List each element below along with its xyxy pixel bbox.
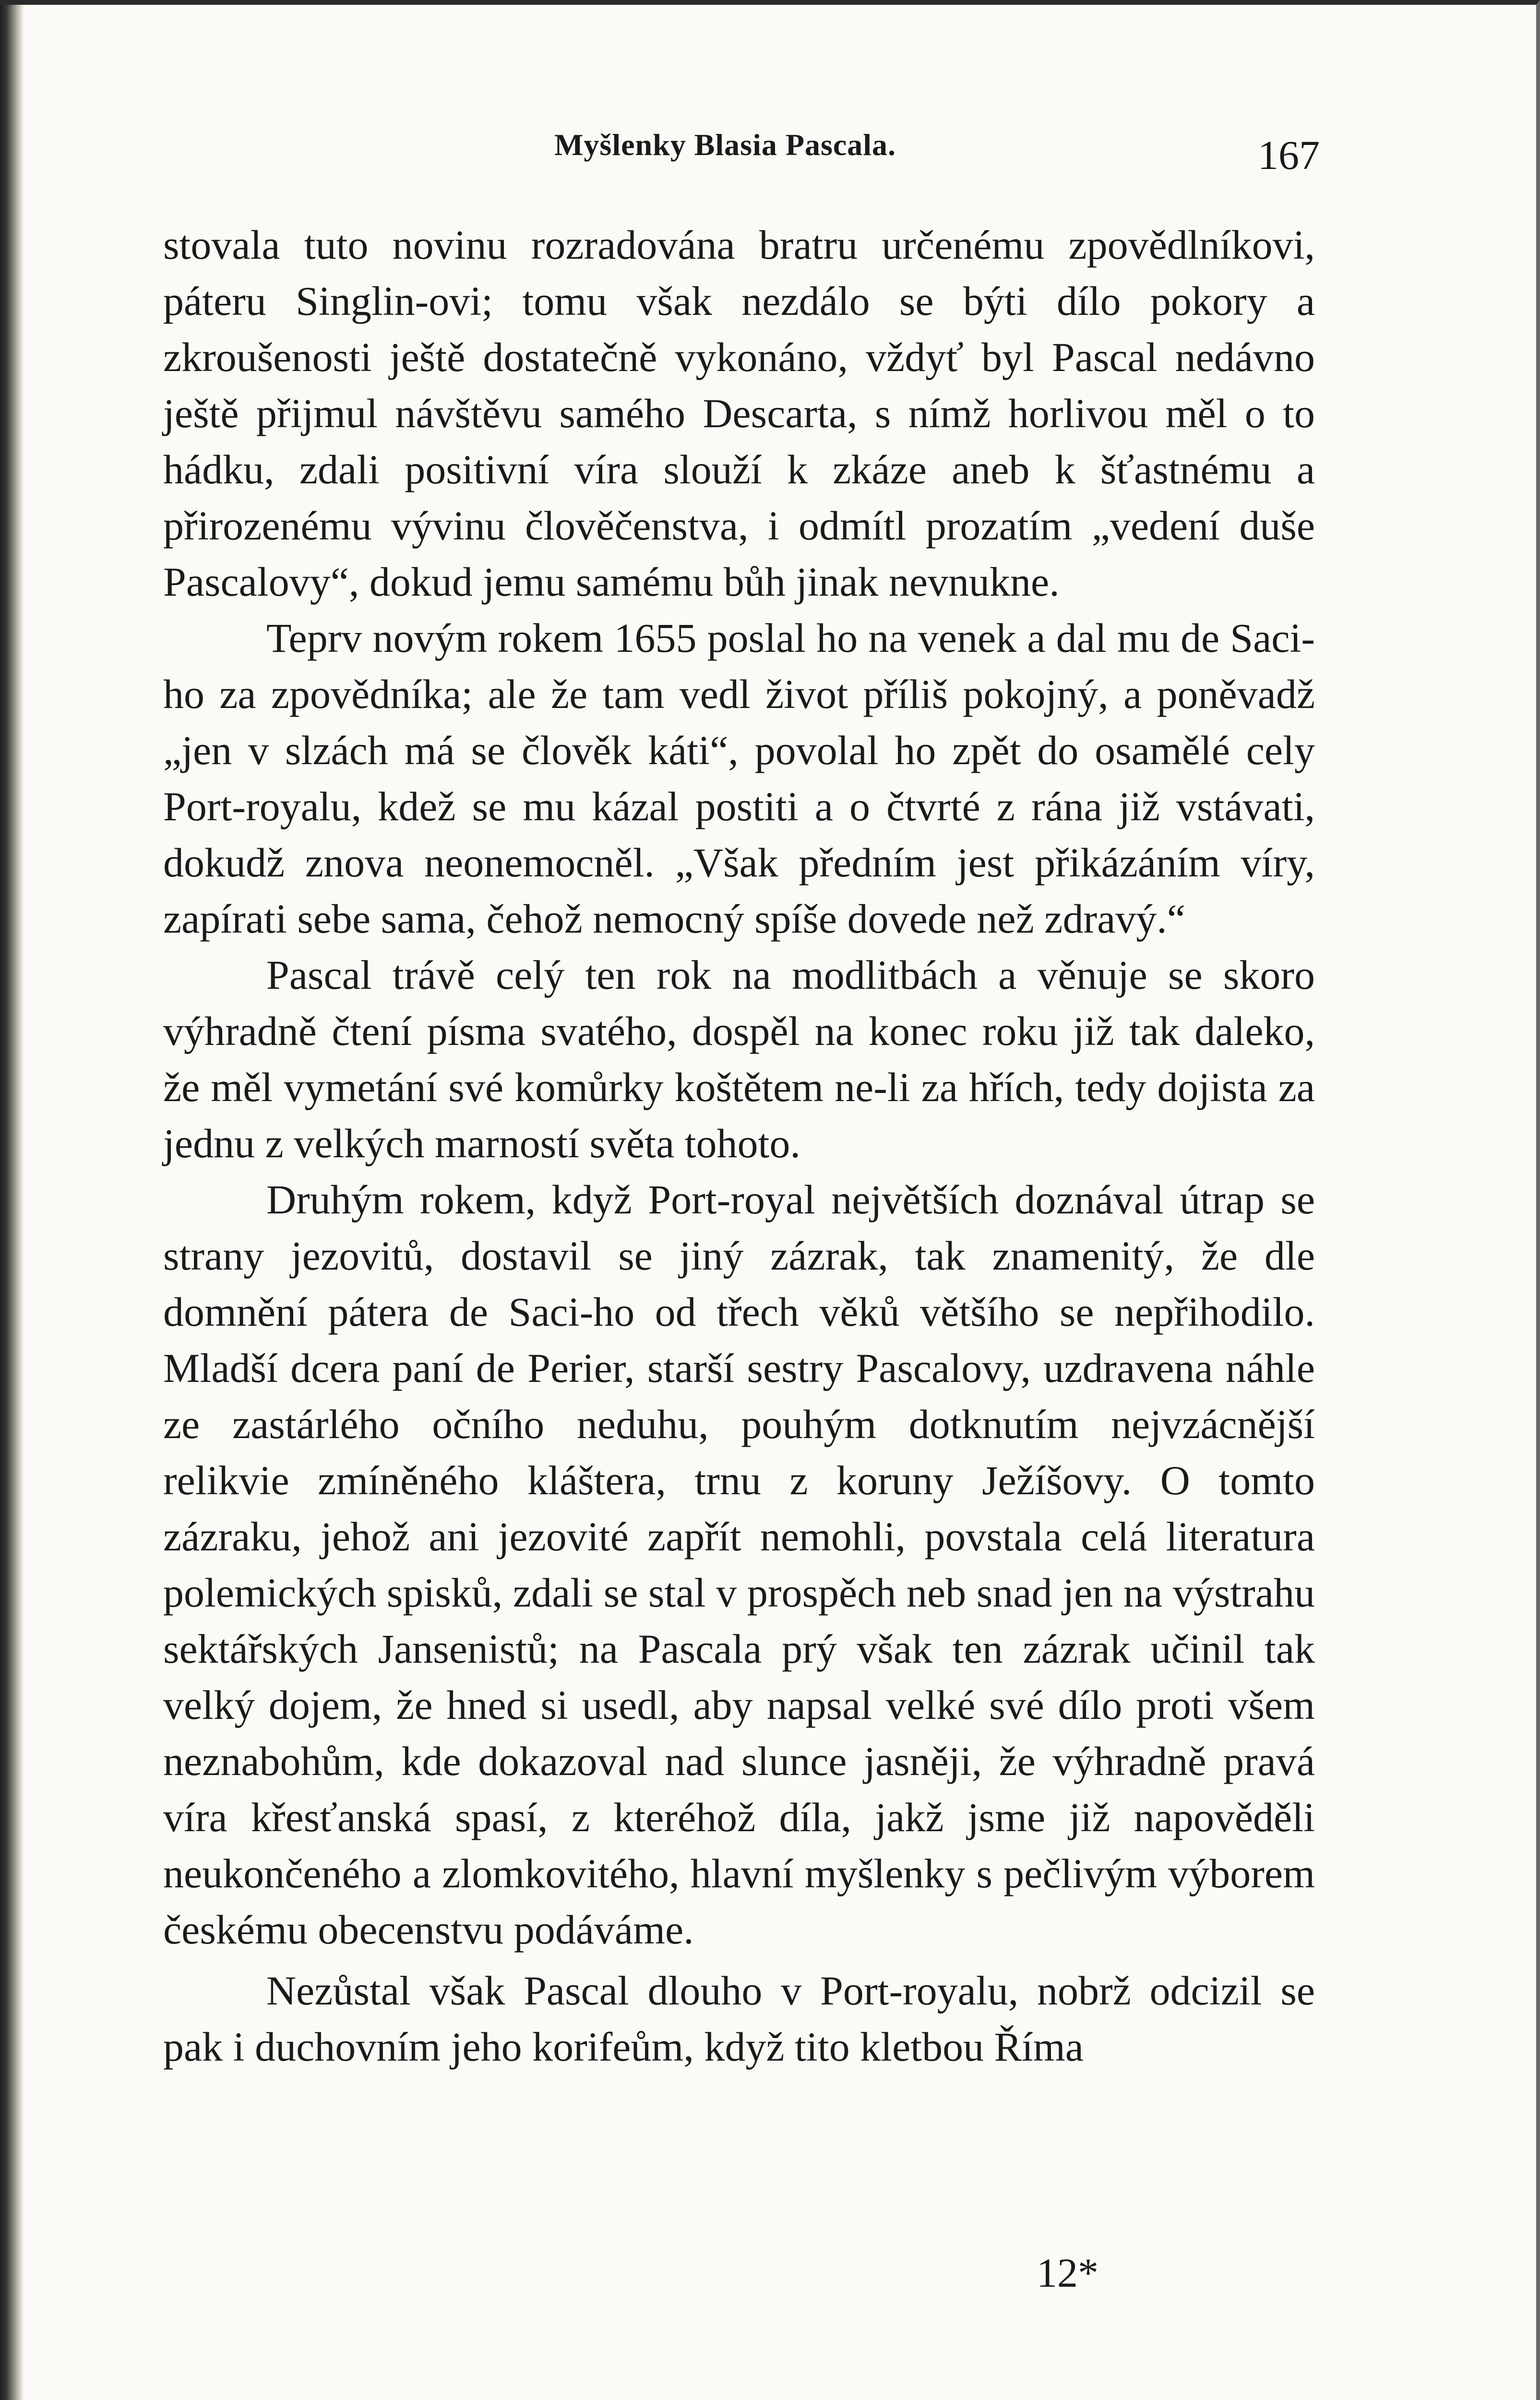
paragraph-5: Nezůstal však Pascal dlouho v Port-royalu, nobrž odcizil se pak i duchovním jeho korifeům, když tito kletbou Říma xyxy=(163,1968,1315,2070)
running-title: Myšlenky Blasia Pascala. xyxy=(554,128,896,162)
paragraph-3: Pascal trávě celý ten rok na modlitbách a věnuje se skoro výhradně čtení písma svatého, dospěl na konec roku již tak daleko, že měl vymetání své komůrky koštětem ne-li za hřích, tedy dojista za jednu z velkých marností světa tohoto. xyxy=(163,952,1315,1166)
page-header xyxy=(163,118,1320,178)
page-number: 167 xyxy=(1258,132,1320,178)
body-text xyxy=(163,217,1315,2075)
paragraph-2: Teprv novým rokem 1655 poslal ho na venek a dal mu de Saci-ho za zpovědníka; ale že tam vedl život příliš pokojný, a poněvadž „jen v slzách má se člověk káti“, povolal ho zpět do osamělé cely Port-royalu, kdež se mu kázal postiti a o čtvrté z rána již vstávati, dokudž znova neonemocněl. „Však předním jest přikázáním víry, zapírati sebe sama, čehož nemocný spíše dovede než zdravý.“ xyxy=(163,615,1315,942)
book-spine-shadow xyxy=(0,0,24,2400)
signature-mark: 12* xyxy=(1037,2250,1098,2296)
paragraph-4: Druhým rokem, když Port-royal největších doznával útrap se strany jezovitů, dostavil se jiný zázrak, tak znamenitý, že dle domnění pátera de Saci-ho od třech věků většího se nepřihodilo. Mladší dcera paní de Perier, starší sestry Pascalovy, uzdravena náhle ze zastárlého očního neduhu, pouhým dotknutím nejvzácnější relikvie zmíněného kláštera, trnu z koruny Ježíšovy. O tomto zázraku, jehož ani jezovité zapřít nemohli, povstala celá literatura polemických spisků, zdali se stal v prospěch neb snad jen na výstrahu sektářských Jansenistů; na Pascala prý však ten zázrak učinil tak velký dojem, že hned si usedl, aby napsal velké své dílo proti všem neznabohům, kde dokazoval nad slunce jasněji, že výhradně pravá víra křesťanská spasí, z kteréhož díla, jakž jsme již napověděli neukončeného a zlomkovitého, hlavní myšlenky s pečlivým výborem českému obecenstvu podáváme. xyxy=(163,1176,1315,1953)
paragraph-1: stovala tuto novinu rozradována bratru určenému zpovědlníkovi, páteru Singlin-ovi; tomu však nezdálo se býti dílo pokory a zkroušenosti ještě dostatečně vykonáno, vždyť byl Pascal nedávno ještě přijmul návštěvu samého Descarta, s nímž horlivou měl o to hádku, zdali positivní víra slouží k zkáze aneb k šťastnému a přirozenému vývinu člověčenstva, i odmítl prozatím „vedení duše Pascalovy“, dokud jemu samému bůh jinak nevnukne. xyxy=(163,222,1315,605)
